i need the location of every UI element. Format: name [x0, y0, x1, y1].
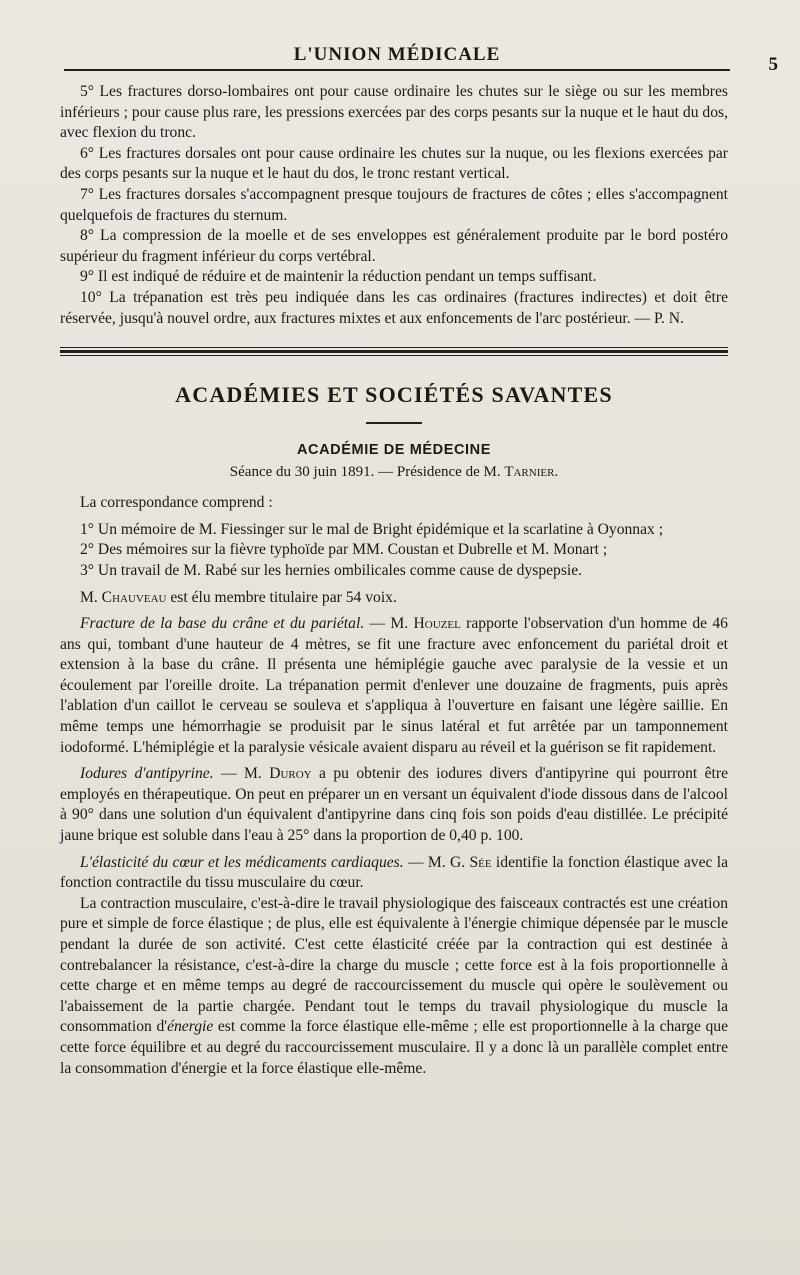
continuation-text: La contraction musculaire, c'est-à-dire le travail physiologique des faisceaux contractés est une création pure et simple de force élastique ; de plus, elle est équivalente à l'énergie chimique dépensée par le muscle pendant la durée de son activité. C'est cette élasticité créée par la contraction qui est destinée à contrebalancer la résistance, c'est-à-dire la charge du muscle ; cette force est à la fois proportionnelle à cette charge et en même temps au degré de raccourcissement du muscle qui opère le soulèvement ou l'abaissement de la partie chargée. Pendant tout le temps du travail physiologique du muscle la consommation d': [60, 894, 728, 1036]
article-dash: — M.: [364, 615, 414, 633]
academy-title: ACADÉMIE DE MÉDECINE: [296, 442, 492, 459]
article-continuation: [60, 894, 728, 1079]
list-item: 5° Les fractures dorso-lombaires ont pour cause ordinaire les chutes sur le siège ou sur les membres inférieurs ; pour cause plus rare, les pressions exercées par des corps pesants sur la nuque et le haut du dos, avec flexion du tronc.: [60, 83, 728, 142]
article-author: Houzel: [413, 615, 461, 633]
section-separator: [60, 347, 728, 356]
correspondence-item: 1° Un mémoire de M. Fiessinger sur le mal de Bright épidémique et la scarlatine à Oyonnax ;: [80, 520, 664, 538]
election-text: est élu membre titulaire par 54 voix.: [166, 588, 397, 606]
article-author: Sée: [469, 853, 492, 871]
section-title: ACADÉMIES ET SOCIÉTÉS SAVANTES: [175, 382, 613, 408]
election-paragraph: [60, 588, 728, 609]
article-title: Iodures d'antipyrine.: [80, 765, 214, 783]
correspondence-intro: La correspondance comprend :: [80, 494, 273, 512]
article-title: Fracture de la base du crâne et du pariétal.: [80, 615, 365, 633]
continuation-italic: énergie: [167, 1018, 214, 1036]
page-number: 5: [768, 54, 778, 75]
list-item: 10° La trépanation est très peu indiquée dans les cas ordinaires (fractures indirectes) et doit être réservée, jusqu'à nouvel ordre, aux fractures mixtes et aux enfoncements de l'arc postérieur. — P. N.: [60, 288, 728, 327]
election-prefix: M.: [80, 588, 102, 606]
page-content: [60, 82, 728, 1079]
running-head: [60, 44, 778, 75]
correspondence-item: 2° Des mémoires sur la fièvre typhoïde par MM. Coustan et Dubrelle et M. Monart ;: [80, 541, 608, 559]
article-iodures: [60, 764, 728, 846]
title-rule: [366, 422, 422, 424]
article-elasticite: [60, 853, 728, 894]
list-item: 8° La compression de la moelle et de ses enveloppes est généralement produite par le bord postéro supérieur du fragment inférieur du corps vertébral.: [60, 227, 728, 265]
article-title: L'élasticité du cœur et les médicaments cardiaques.: [80, 853, 404, 871]
running-title: L'UNION MÉDICALE: [293, 44, 501, 65]
list-item: 6° Les fractures dorsales ont pour cause ordinaire les chutes sur la nuque, ou les flexions exercées par des corps pesants sur la nuque et le haut du dos, le tronc restant vertical.: [60, 144, 728, 183]
election-name: Chauveau: [101, 588, 167, 606]
article-fracture: [60, 614, 728, 758]
correspondence-item: 3° Un travail de M. Rabé sur les hernies ombilicales comme cause de dyspepsie.: [80, 561, 583, 579]
session-end: .: [554, 464, 559, 481]
article-author: Duroy: [269, 765, 312, 783]
continuation-text: est comme la force élastique elle-même ; elle est proportionnelle à la charge que cette force équilibre et au degré du raccourcissement musculaire. Il y a donc là un parallèle complet entre la consommation d'énergie et la force élastique elle-même.: [60, 1018, 729, 1077]
article-dash: — M.: [213, 765, 270, 783]
article-body: rapporte l'observation d'un homme de 46 ans qui, tombant d'une hauteur de 4 mètres, se fit une fracture avec enfoncement du pariétal droit et extension à la base du crâne. Il présenta une hémiplégie gauche avec paralysie de la vessie et un écoulement par l'oreille droite. La trépanation permit d'enlever une douzaine de fragments, puis après l'ablation d'un caillot le cerveau se souleva et s'appliqua à l'ouverture en faisant une légère saillie. En même temps une hémorrhagie se produisit par le sinus latéral et fut arrêtée par un tamponnement iodoformé. L'hémiplégie et la paralysie vésicale avaient disparu au réveil et la guérison se fit rapidement.: [60, 615, 728, 756]
list-item: 7° Les fractures dorsales s'accompagnent presque toujours de fractures de côtes ; elles s'accompagnent quelquefois de fractures du sternum.: [60, 185, 728, 224]
article-body: a pu obtenir des iodures divers d'antipyrine qui pourront être employés en thérapeutique. On peut en préparer un en versant un équivalent d'iode dissous dans de l'alcool à 90° dans une solution d'un équivalent d'antipyrine dans cinq fois son poids d'eau distillée. Le précipité jaune brique est soluble dans l'eau à 25° dans la proportion de 0,40 p. 100.: [60, 765, 728, 845]
article-body: identifie la fonction élastique avec la fonction contractile du tissu musculaire du cœur.: [60, 853, 728, 892]
session-line: [60, 464, 728, 481]
article-dash: — M. G.: [403, 853, 470, 871]
list-item: 9° Il est indiqué de réduire et de maintenir la réduction pendant un temps suffisant.: [80, 268, 597, 286]
header-rule: [64, 69, 730, 71]
session-text: Séance du 30 juin 1891. — Présidence de M.: [229, 464, 505, 481]
session-president: Tarnier: [504, 464, 555, 481]
